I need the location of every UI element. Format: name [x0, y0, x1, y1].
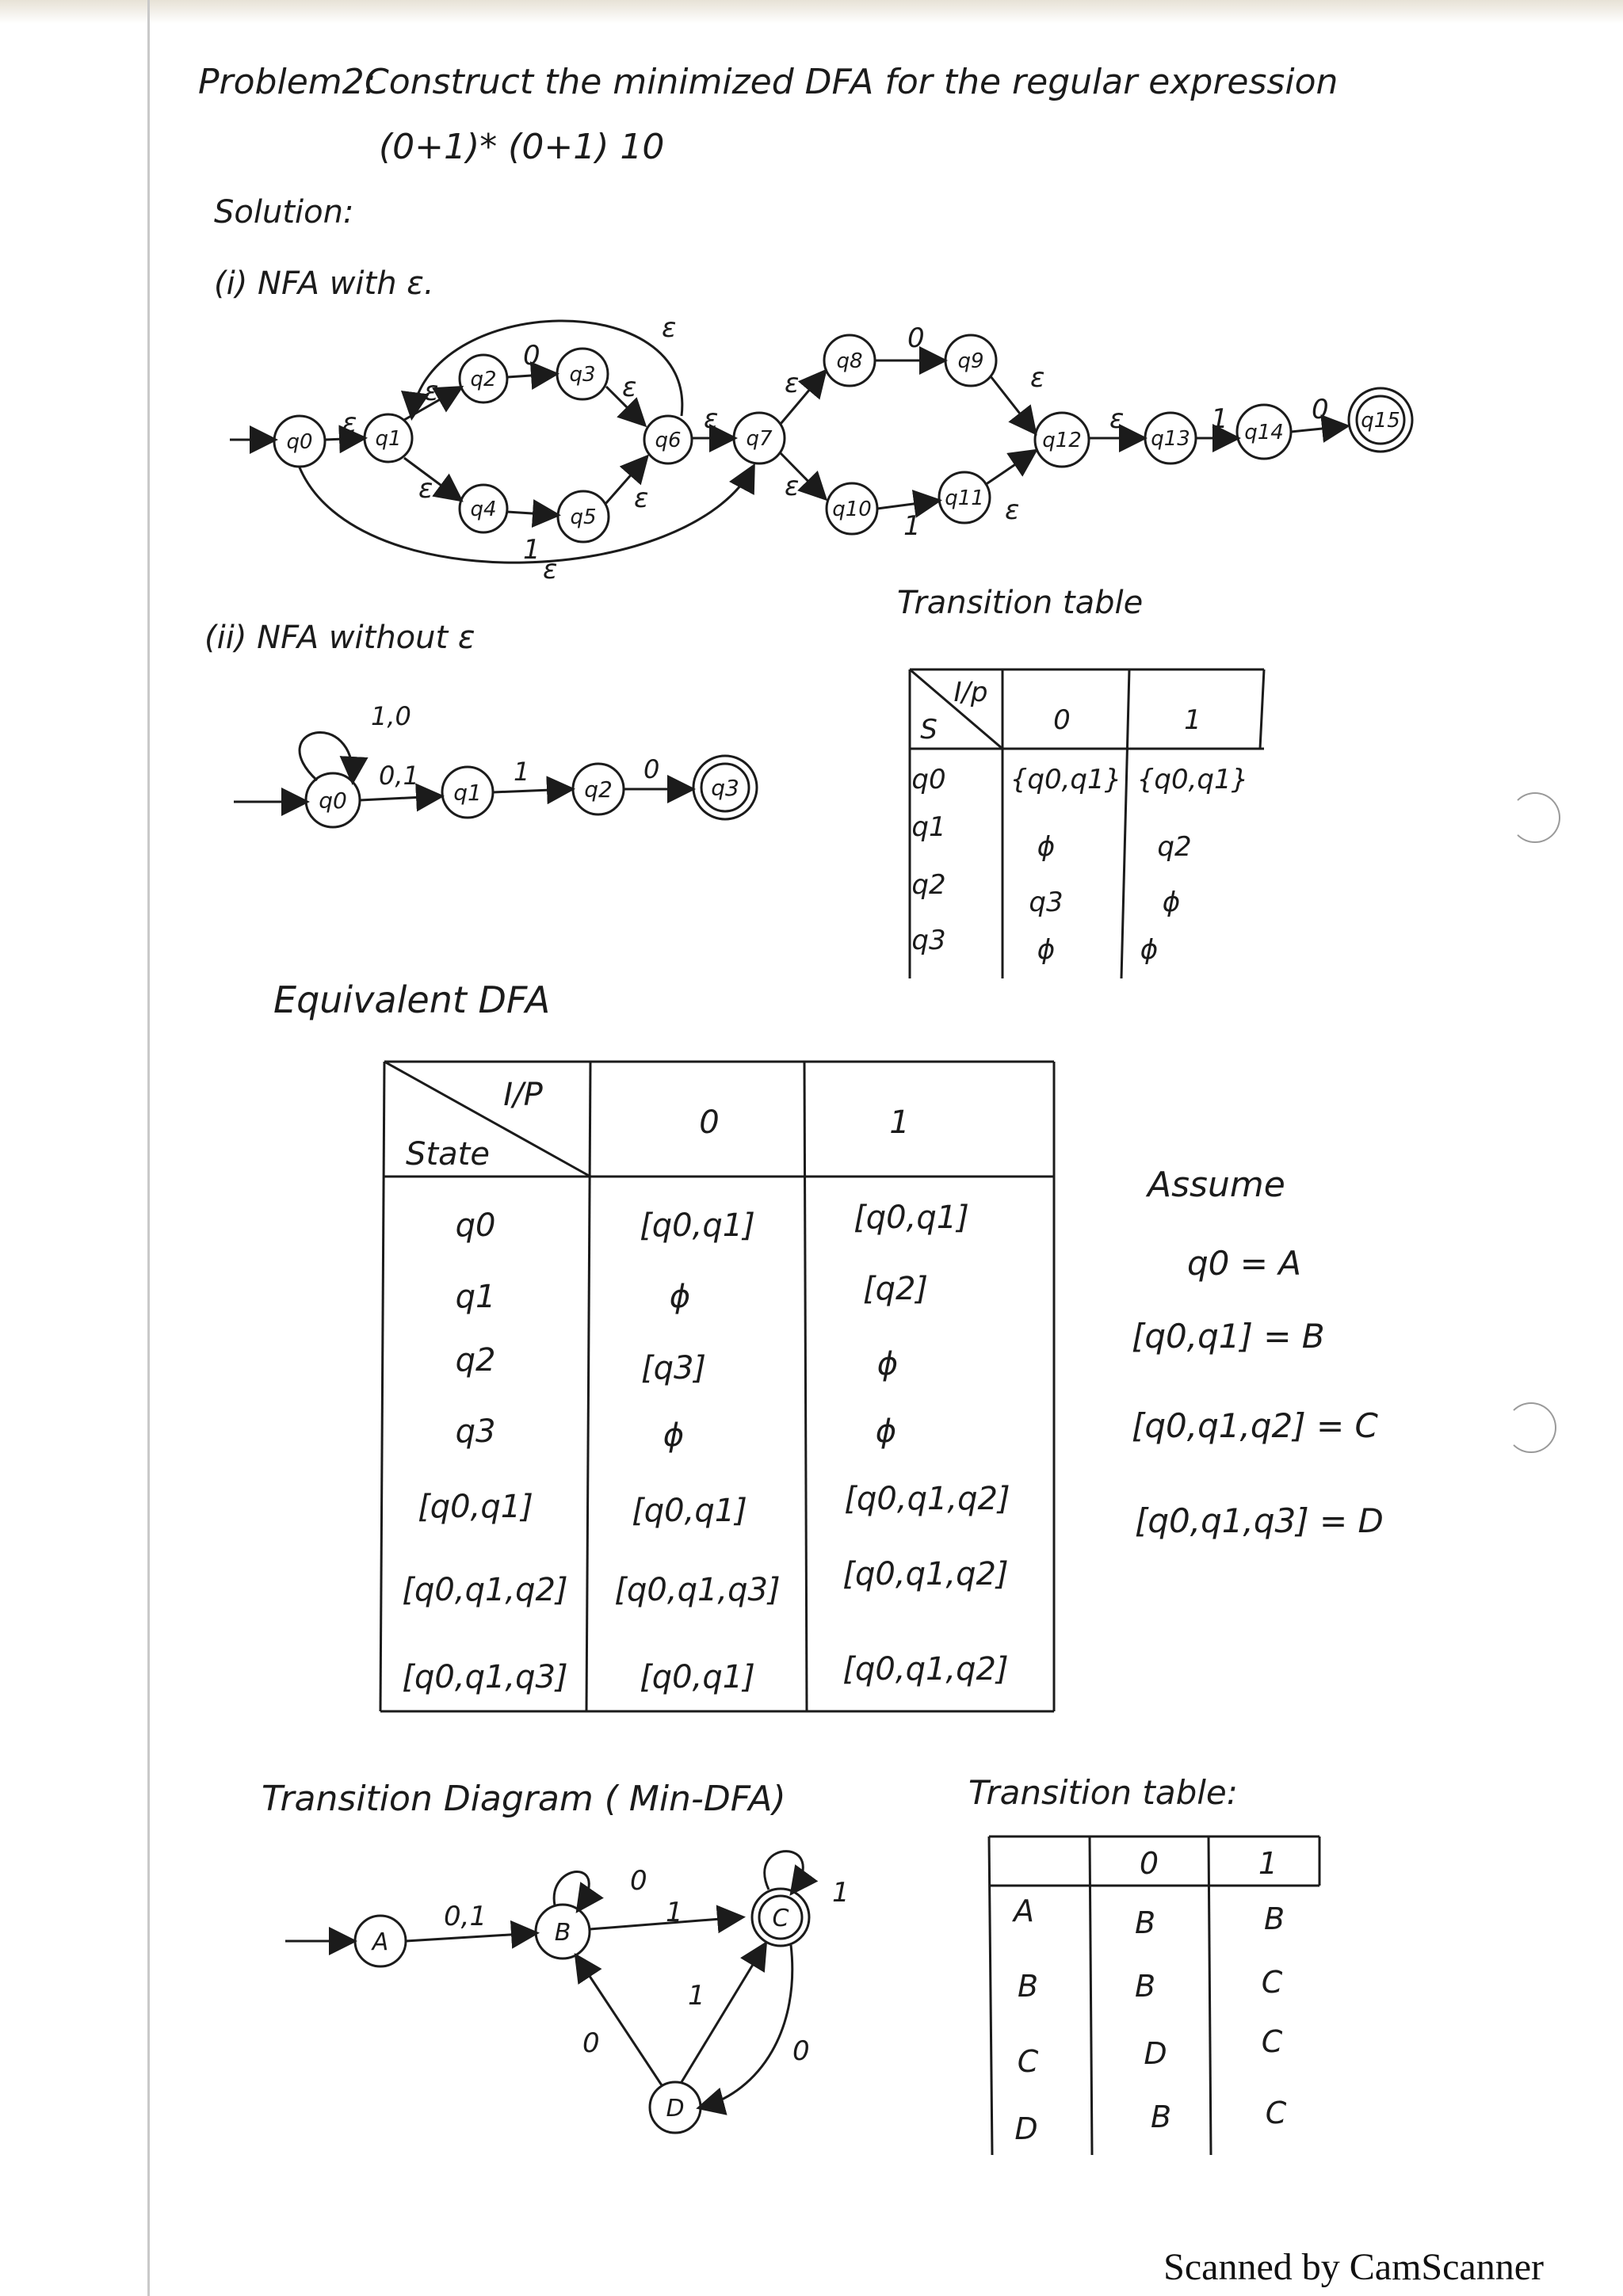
footer-watermark: Scanned by CamScanner	[1163, 2246, 1544, 2288]
state-label: q6	[655, 429, 682, 452]
assume-item: q0 = A	[1187, 1244, 1302, 1283]
edge-label: 0	[582, 2027, 600, 2059]
edge-epsilon: ε	[785, 471, 800, 502]
table-header: 0	[1053, 704, 1071, 736]
table-cell: q0	[455, 1207, 496, 1244]
table-cell: ϕ	[876, 1346, 899, 1383]
edge-label: 1	[832, 1877, 850, 1909]
table-header: 1	[1184, 704, 1201, 736]
state-label: q10	[832, 498, 872, 521]
state-label: q3	[569, 363, 596, 387]
table-cell: C	[1265, 2096, 1287, 2130]
state-label: B	[554, 1919, 571, 1947]
state-label: q12	[1042, 429, 1082, 452]
problem-text: Construct the minimized DFA for the regular expression	[365, 62, 1338, 102]
table-cell: B	[1017, 1969, 1039, 2004]
solution-label: Solution:	[214, 194, 354, 231]
table-cell: [q0,q1,q2]	[844, 1481, 1010, 1517]
table-cell: q3	[1029, 887, 1064, 918]
table-cell: [q0,q1,q2]	[402, 1572, 568, 1608]
state-label: q14	[1244, 421, 1284, 444]
edge-label: 0	[630, 1865, 647, 1897]
state-label: C	[772, 1905, 789, 1932]
loop-label: 1,0	[371, 701, 411, 731]
table-cell: q2	[455, 1342, 496, 1379]
table-cell: q3	[911, 925, 946, 956]
edge-label: 0	[792, 2035, 810, 2067]
table-cell: q2	[911, 869, 946, 901]
state-label: q2	[584, 776, 613, 803]
assume-item: [q0,q1] = B	[1132, 1317, 1325, 1356]
table-cell: A	[1014, 1894, 1034, 1928]
table-cell: q0	[911, 764, 946, 795]
edge-epsilon: ε	[662, 312, 677, 344]
state-label: q1	[375, 427, 402, 451]
state-label: q2	[470, 368, 497, 391]
table-cell: B	[1134, 1905, 1156, 1940]
state-label: q8	[836, 349, 863, 373]
table-cell: [q0,q1,q3]	[614, 1572, 781, 1608]
table-cell: B	[1134, 1969, 1156, 2004]
regex: (0+1)* (0+1) 10	[379, 127, 665, 167]
state-label: q7	[746, 427, 773, 451]
edge-epsilon: ε	[342, 407, 357, 439]
table-cell: ϕ	[669, 1279, 691, 1315]
assume-title: Assume	[1148, 1165, 1285, 1205]
table-header: 0	[1139, 1846, 1159, 1881]
edge-0: 0	[523, 340, 540, 372]
table-cell: [q3]	[640, 1350, 707, 1386]
table-cell: [q0,q1]	[640, 1659, 755, 1695]
edge-epsilon: ε	[785, 368, 800, 399]
edge-1: 1	[1211, 403, 1228, 435]
state-label: q13	[1151, 427, 1190, 451]
table-cell: q3	[455, 1413, 496, 1450]
table-cell: ϕ	[1162, 887, 1181, 918]
table-cell: [q0,q1]	[640, 1207, 755, 1244]
edge-epsilon: ε	[1030, 362, 1045, 394]
table-cell: ϕ	[663, 1417, 685, 1454]
table-cell: [q0,q1]	[418, 1489, 533, 1525]
state-label: q4	[470, 498, 497, 521]
min-dfa-title: Transition Diagram ( Min-DFA)	[262, 1779, 786, 1819]
table-cell: ϕ	[1037, 934, 1056, 966]
table-corner-state: State	[406, 1136, 490, 1173]
edge-epsilon: ε	[622, 372, 637, 403]
state-label: q0	[319, 788, 347, 814]
state-label: D	[666, 2095, 685, 2122]
edge-0: 0	[907, 322, 925, 354]
edge-label: 1	[666, 1897, 683, 1928]
nfa-table-title: Transition table	[897, 585, 1144, 621]
table-corner-state: S	[920, 714, 938, 746]
table-cell: [q0,q1,q3]	[402, 1659, 568, 1695]
table-cell: {q0,q1}	[1010, 764, 1122, 795]
table-cell: B	[1263, 1901, 1285, 1936]
table-cell: [q0,q1,q2]	[842, 1651, 1009, 1688]
edge-label: 1	[688, 1980, 705, 2012]
table-header: 1	[1258, 1846, 1278, 1881]
table-cell: q2	[1157, 831, 1192, 863]
edge-label: 0,1	[379, 761, 419, 791]
section-i-title: (i) NFA with ε.	[214, 265, 434, 302]
assume-item: [q0,q1,q2] = C	[1132, 1406, 1378, 1445]
state-label: q9	[957, 349, 984, 373]
table-cell: [q0,q1]	[854, 1199, 969, 1236]
state-label: q0	[286, 430, 313, 454]
table-cell: {q0,q1}	[1136, 764, 1249, 795]
table-cell: C	[1261, 1965, 1283, 2000]
edge-epsilon: ε	[424, 376, 439, 407]
table-header: 1	[889, 1104, 910, 1141]
table-cell: q1	[455, 1279, 496, 1315]
state-label: q3	[711, 775, 739, 801]
table-corner-input: I/P	[503, 1077, 543, 1113]
table-cell: [q2]	[862, 1271, 929, 1307]
state-label: q11	[945, 486, 984, 510]
table-cell: C	[1017, 2044, 1039, 2079]
state-label: A	[372, 1928, 389, 1956]
edge-label: 0	[643, 754, 660, 784]
edge-epsilon: ε	[1005, 494, 1020, 526]
table-cell: ϕ	[1140, 934, 1159, 966]
edge-epsilon: ε	[634, 482, 649, 514]
table-cell: D	[1144, 2036, 1167, 2071]
state-label: q15	[1361, 409, 1400, 433]
edge-1: 1	[903, 510, 921, 542]
edge-epsilon: ε	[543, 554, 558, 585]
state-label: q5	[570, 505, 597, 529]
table-cell: ϕ	[875, 1413, 897, 1450]
table-cell: q1	[911, 811, 946, 843]
table-cell: B	[1150, 2100, 1172, 2134]
table-cell: C	[1261, 2024, 1283, 2059]
table-header: 0	[699, 1104, 720, 1141]
edge-epsilon: ε	[704, 403, 719, 435]
edge-epsilon: ε	[418, 473, 433, 505]
min-table-title: Transition table:	[968, 1773, 1238, 1812]
edge-label: 1	[514, 757, 530, 787]
edge-0: 0	[1312, 394, 1329, 425]
table-cell: [q0,q1,q2]	[842, 1556, 1009, 1592]
state-label: q1	[453, 780, 482, 806]
assume-item: [q0,q1,q3] = D	[1135, 1501, 1384, 1540]
edge-label: 0,1	[444, 1901, 487, 1932]
section-ii-title: (ii) NFA without ε	[204, 620, 475, 656]
problem-label: Problem2:	[198, 62, 376, 102]
dfa-title: Equivalent DFA	[273, 978, 551, 1021]
edge-epsilon: ε	[1109, 403, 1125, 435]
table-corner-input: I/p	[953, 677, 988, 708]
table-cell: D	[1014, 2111, 1038, 2146]
table-cell: [q0,q1]	[632, 1493, 747, 1529]
edge-1: 1	[523, 534, 540, 566]
table-cell: ϕ	[1037, 831, 1056, 863]
